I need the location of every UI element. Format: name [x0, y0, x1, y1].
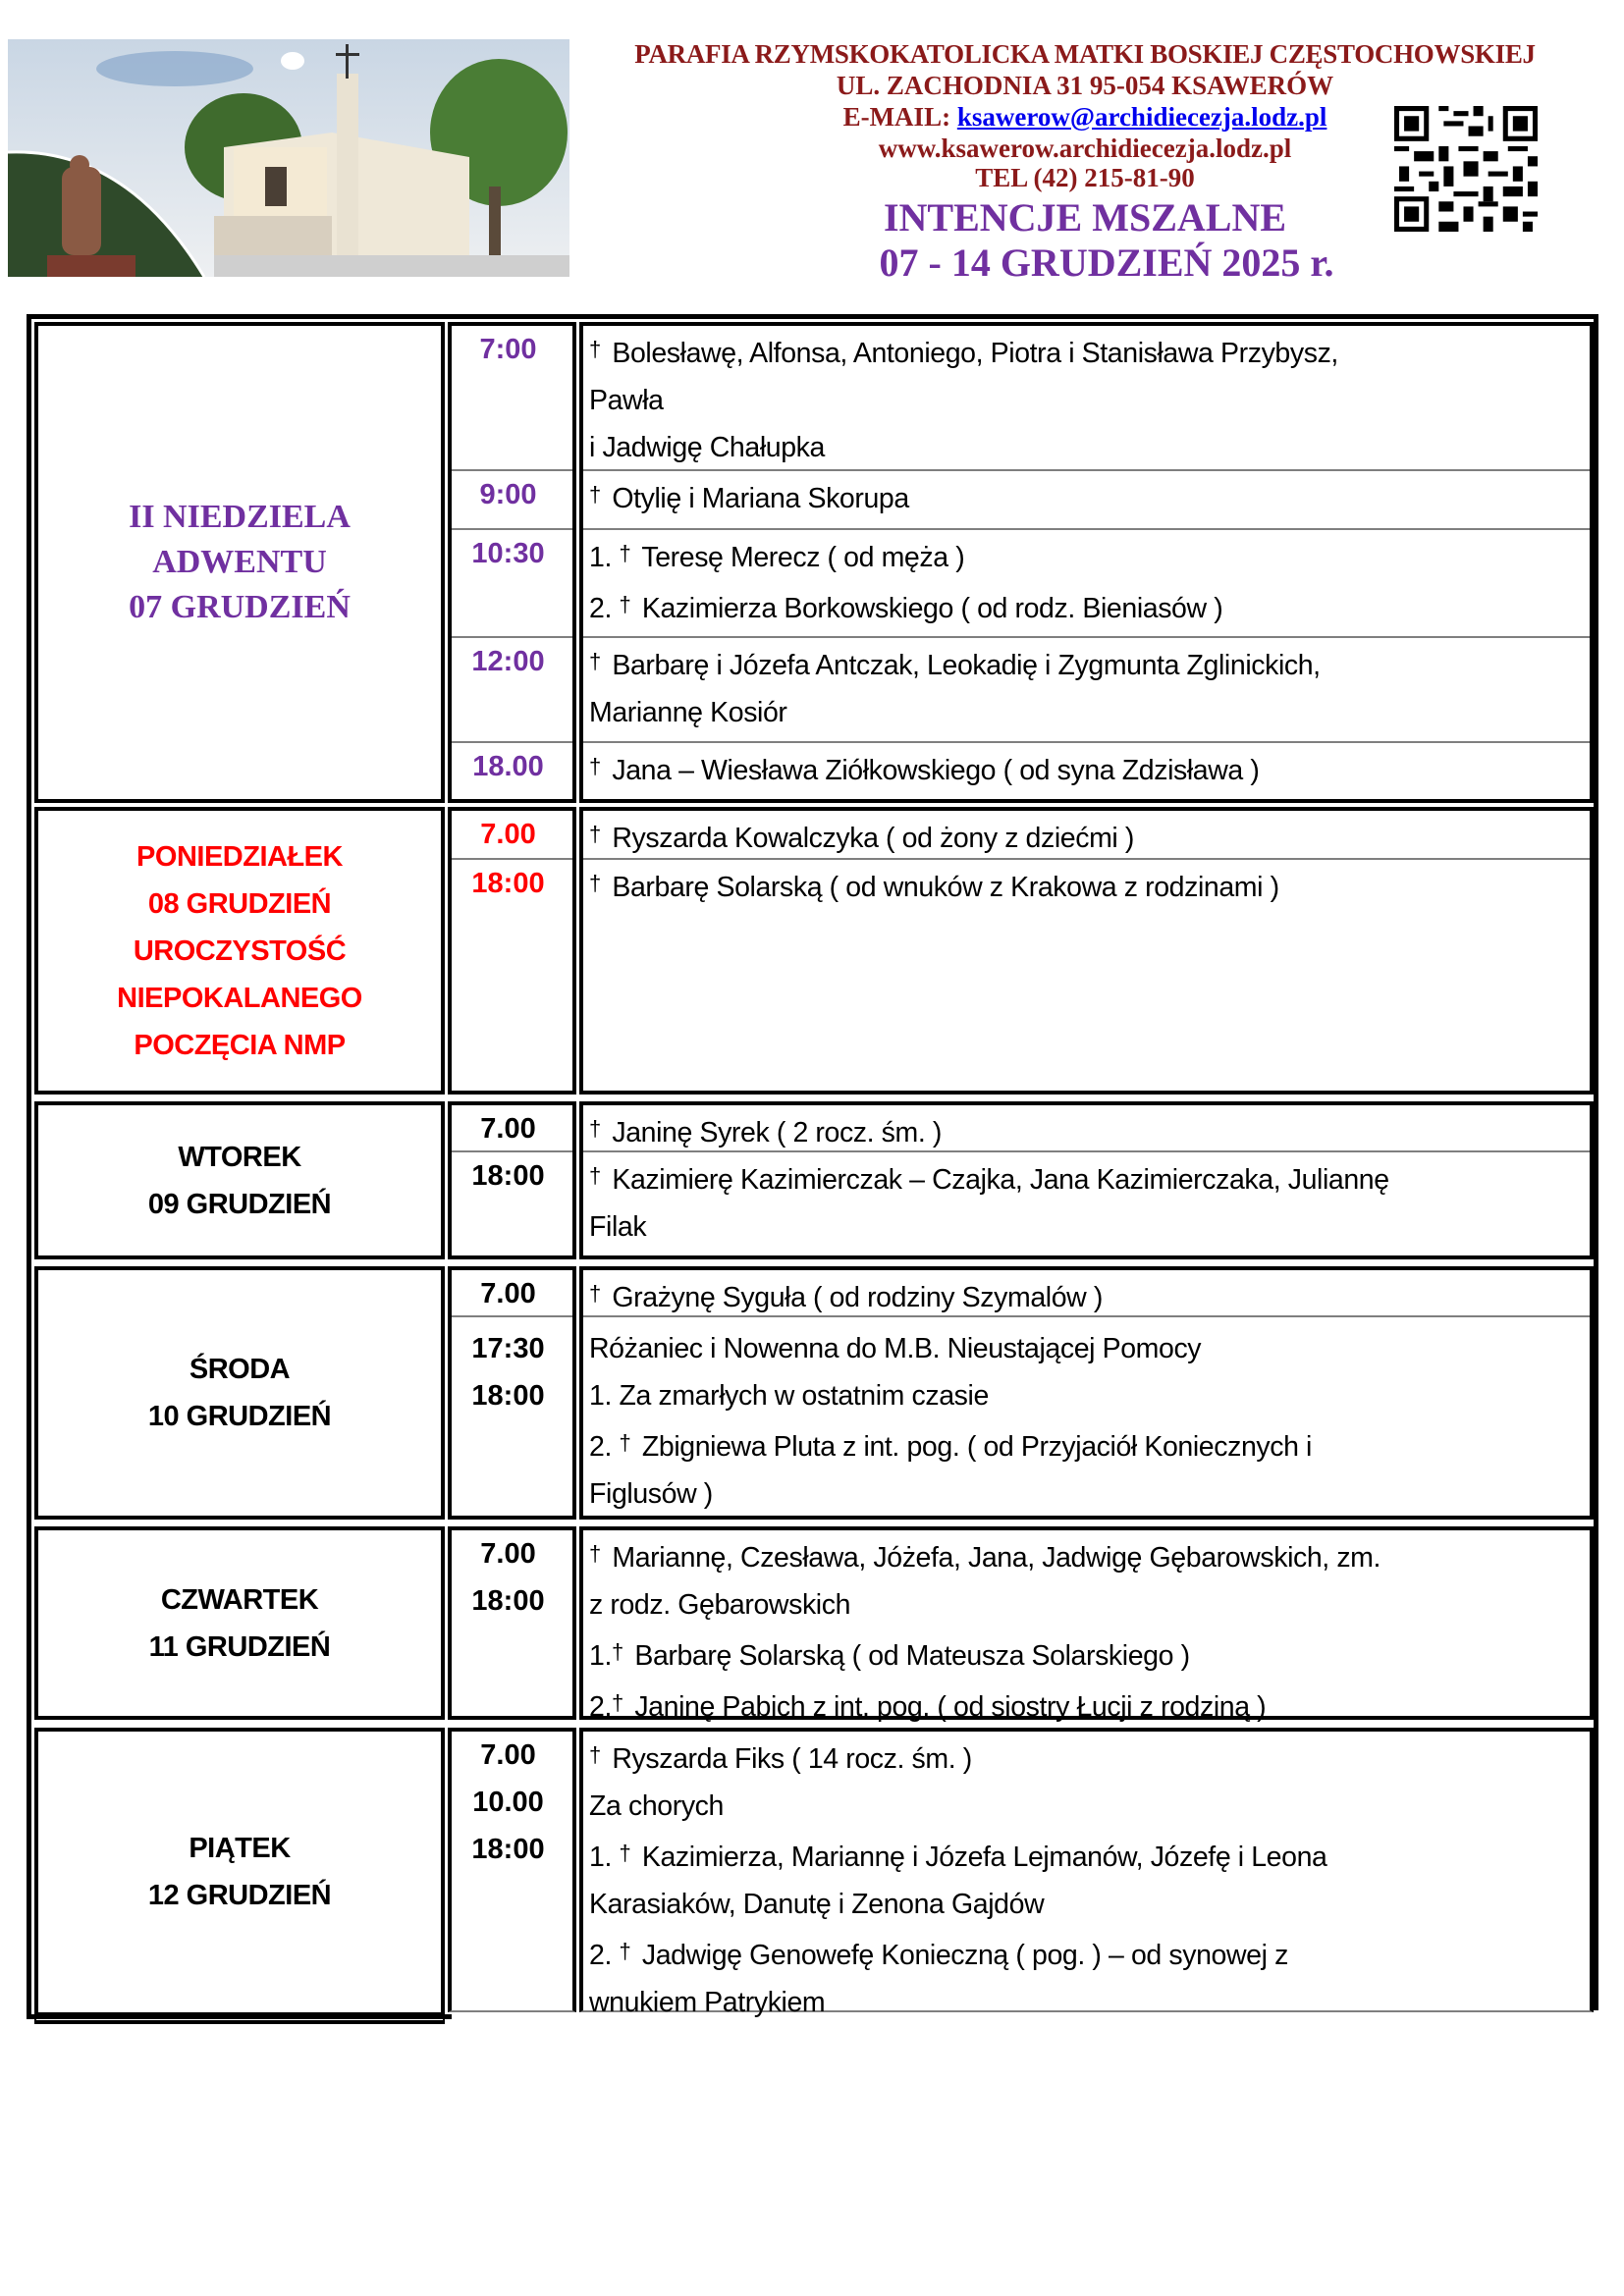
intention-line: Pawła: [589, 385, 664, 416]
day-label: [117, 833, 362, 1069]
mass-time-slot: [452, 1732, 572, 2016]
mass-intention: [583, 1530, 1590, 1724]
dagger-icon: †: [589, 649, 601, 673]
phone: TEL (42) 215-81-90: [975, 163, 1195, 192]
mass-time-slot: [452, 1105, 572, 1154]
mass-time: 17:30: [471, 1333, 545, 1364]
mass-time: 18:00: [471, 1834, 545, 1865]
parish-address: UL. ZACHODNIA 31 95-054 KSAWERÓW: [836, 71, 1334, 100]
day-cell: [34, 807, 445, 1095]
mass-intention: [583, 811, 1590, 862]
intention-cell: [579, 1728, 1594, 2018]
intention-cell: [579, 1526, 1594, 1723]
dagger-icon: †: [589, 1281, 601, 1306]
table-outer-top-border: [27, 314, 1594, 319]
day-label-line: ŚRODA: [189, 1354, 291, 1385]
intention-line: Figlusów ): [589, 1478, 713, 1510]
day-label-line: 10 GRUDZIEŃ: [147, 1401, 332, 1432]
mass-time: 7.00: [480, 1278, 536, 1309]
day-label: [148, 1134, 331, 1228]
church-photo-illustration: [8, 39, 569, 277]
mass-time: 10.00: [472, 1787, 544, 1818]
time-cell: [448, 1101, 576, 1259]
intention-line: † Ryszarda Kowalczyka ( od żony z dziećmi ): [589, 822, 1134, 854]
mass-time: 7.00: [480, 1113, 536, 1145]
mass-intention: [583, 741, 1590, 803]
table-outer-right-border: [1594, 314, 1598, 2010]
day-label-line: POCZĘCIA NMP: [134, 1029, 346, 1061]
dagger-icon: †: [619, 1841, 631, 1865]
mass-time: 9:00: [479, 479, 537, 510]
dagger-icon: †: [619, 592, 631, 616]
intention-line: 2. † Zbigniewa Pluta z int. pog. ( od Przyjaciół Koniecznych i: [589, 1430, 1312, 1463]
intention-line: † Otylię i Mariana Skorupa: [589, 482, 909, 514]
mass-intention: [583, 326, 1590, 473]
mass-time-slot: [452, 1270, 572, 1319]
day-label-line: 07 GRUDZIEŃ: [129, 589, 351, 625]
mass-time-slot: [452, 528, 572, 636]
dagger-icon: †: [589, 1541, 601, 1566]
intention-cell: [579, 807, 1594, 1095]
intention-line: Za chorych: [589, 1790, 724, 1822]
day-cell: [34, 1728, 445, 2016]
mass-time: 18.00: [472, 751, 544, 782]
intention-cell: [579, 1266, 1594, 1520]
website[interactable]: www.ksawerow.archidiecezja.lodz.pl: [878, 133, 1292, 163]
dagger-icon: †: [619, 1939, 631, 1963]
mass-time-slot: [452, 1315, 572, 1520]
intention-line: i Jadwigę Chałupka: [589, 432, 825, 463]
mass-time: 7.00: [480, 819, 536, 850]
intention-line: Mariannę Kosiór: [589, 697, 787, 728]
mass-time: 7.00: [480, 1739, 536, 1771]
mass-time: 7.00: [480, 1538, 536, 1570]
mass-intention: [583, 636, 1590, 741]
mass-time-slot: [452, 741, 572, 803]
day-label: [148, 1825, 331, 1919]
parish-name: PARAFIA RZYMSKOKATOLICKA MATKI BOSKIEJ CZĘSTOCHOWSKIEJ: [634, 39, 1536, 69]
mass-intention: [583, 1315, 1590, 1520]
day-label-line: ADWENTU: [152, 544, 327, 580]
intention-line: † Barbarę Solarską ( od wnuków z Krakowa z rodzinami ): [589, 871, 1279, 903]
day-label-line: 08 GRUDZIEŃ: [147, 887, 332, 920]
dagger-icon: †: [589, 871, 601, 895]
mass-time-slot: [452, 326, 572, 473]
day-label: [149, 1576, 331, 1671]
dagger-icon: †: [589, 1742, 601, 1767]
dagger-icon: †: [589, 337, 601, 361]
date-range: 07 - 14 GRUDZIEŃ 2025 r.: [879, 240, 1334, 285]
dagger-icon: †: [589, 1116, 601, 1141]
mass-intention: [583, 1150, 1590, 1259]
day-cell: [34, 322, 445, 803]
time-cell: [448, 1728, 576, 2012]
dagger-icon: †: [619, 541, 631, 565]
table-outer-bottom-border: [27, 2014, 452, 2019]
mass-time: 18:00: [471, 1585, 545, 1617]
dagger-icon: †: [611, 1639, 623, 1664]
mass-time: 12:00: [471, 646, 545, 677]
church-photo: [8, 39, 569, 277]
mass-time: 18:00: [471, 1160, 545, 1192]
intention-cell: [579, 322, 1594, 803]
mass-time-slot: [452, 811, 572, 862]
mass-time-slot: [452, 1150, 572, 1259]
time-cell: [448, 1266, 576, 1520]
intention-line: † Janinę Syrek ( 2 rocz. śm. ): [589, 1116, 943, 1148]
day-label-line: PIĄTEK: [189, 1833, 291, 1864]
qr-code-icon: [1394, 106, 1538, 232]
mass-intention: [583, 1732, 1590, 2016]
day-label-line: UROCZYSTOŚĆ: [133, 934, 347, 967]
time-cell: [448, 322, 576, 803]
intention-line: Różaniec i Nowenna do M.B. Nieustającej Pomocy: [589, 1333, 1202, 1364]
mass-time-slot: [452, 636, 572, 741]
mass-time: 7:00: [479, 334, 537, 365]
day-label-line: CZWARTEK: [160, 1583, 319, 1616]
mass-intention: [583, 469, 1590, 528]
dagger-icon: †: [589, 1163, 601, 1188]
email-link[interactable]: ksawerow@archidiecezja.lodz.pl: [956, 102, 1327, 132]
day-label-line: PONIEDZIAŁEK: [136, 840, 343, 873]
day-label-line: 12 GRUDZIEŃ: [147, 1880, 332, 1911]
mass-time: 10:30: [471, 538, 545, 569]
mass-intention: [583, 1270, 1590, 1319]
table-outer-left-border: [27, 314, 31, 2017]
intention-line: † Bolesławę, Alfonsa, Antoniego, Piotra i Stanisława Przybysz,: [589, 337, 1338, 369]
intention-line: † Mariannę, Czesława, Jóżefa, Jana, Jadwigę Gębarowskich, zm.: [589, 1541, 1381, 1574]
mass-time-slot: [452, 469, 572, 528]
intention-line: wnukiem Patrykiem: [589, 1987, 826, 2018]
intention-line: † Grażynę Syguła ( od rodziny Szymalów ): [589, 1281, 1103, 1313]
intention-line: 1. † Teresę Merecz ( od męża ): [589, 541, 965, 573]
mass-intention: [583, 858, 1590, 1095]
intention-line: † Kazimierę Kazimierczak – Czajka, Jana Kazimierczaka, Juliannę: [589, 1163, 1389, 1196]
intention-line: † Ryszarda Fiks ( 14 rocz. śm. ): [589, 1742, 972, 1775]
intention-line: † Jana – Wiesława Ziółkowskiego ( od syna Zdzisława ): [589, 754, 1260, 786]
mass-time-slot: [452, 858, 572, 1095]
day-cell: [34, 1526, 445, 1720]
time-cell: [448, 1526, 576, 1720]
day-label: [148, 1346, 331, 1440]
dagger-icon: †: [589, 754, 601, 778]
day-label: [129, 495, 351, 630]
intention-line: 2.† Janinę Pabich z int. pog. ( od siostry Łucji z rodziną ): [589, 1690, 1267, 1723]
day-cell: [34, 1101, 445, 1259]
intention-line: 2. † Kazimierza Borkowskiego ( od rodz. Bieniasów ): [589, 592, 1223, 624]
dagger-icon: †: [589, 822, 601, 846]
time-cell: [448, 807, 576, 1095]
day-cell: [34, 1266, 445, 1520]
dagger-icon: †: [619, 1430, 631, 1455]
intention-line: Karasiaków, Danutę i Zenona Gajdów: [589, 1889, 1045, 1920]
day-label-line: 11 GRUDZIEŃ: [148, 1630, 331, 1663]
intention-line: Filak: [589, 1211, 647, 1243]
intention-line: z rodz. Gębarowskich: [589, 1589, 851, 1621]
day-label-line: NIEPOKALANEGO: [117, 982, 362, 1014]
dagger-icon: †: [589, 482, 601, 507]
day-label-line: II NIEDZIELA: [129, 499, 351, 535]
day-label-line: WTOREK: [178, 1141, 301, 1173]
mass-intention: [583, 1105, 1590, 1154]
day-label-line: 09 GRUDZIEŃ: [147, 1188, 332, 1220]
intention-line: † Barbarę i Józefa Antczak, Leokadię i Zygmunta Zglinickich,: [589, 649, 1321, 681]
intention-line: 1. Za zmarłych w ostatnim czasie: [589, 1380, 989, 1412]
intention-line: 1.† Barbarę Solarską ( od Mateusza Solarskiego ): [589, 1639, 1190, 1672]
intention-line: 1. † Kazimierza, Mariannę i Józefa Lejmanów, Józefę i Leona: [589, 1841, 1327, 1873]
mass-intention: [583, 528, 1590, 636]
dagger-icon: †: [611, 1690, 623, 1715]
mass-time: 18:00: [471, 1380, 545, 1412]
page-title: INTENCJE MSZALNE: [883, 195, 1287, 240]
email-label: E-MAIL:: [842, 102, 951, 132]
mass-time-slot: [452, 1530, 572, 1724]
intention-cell: [579, 1101, 1594, 1259]
intention-line: 2. † Jadwigę Genowefę Konieczną ( pog. ) – od synowej z: [589, 1939, 1288, 1971]
mass-time: 18:00: [471, 868, 545, 899]
